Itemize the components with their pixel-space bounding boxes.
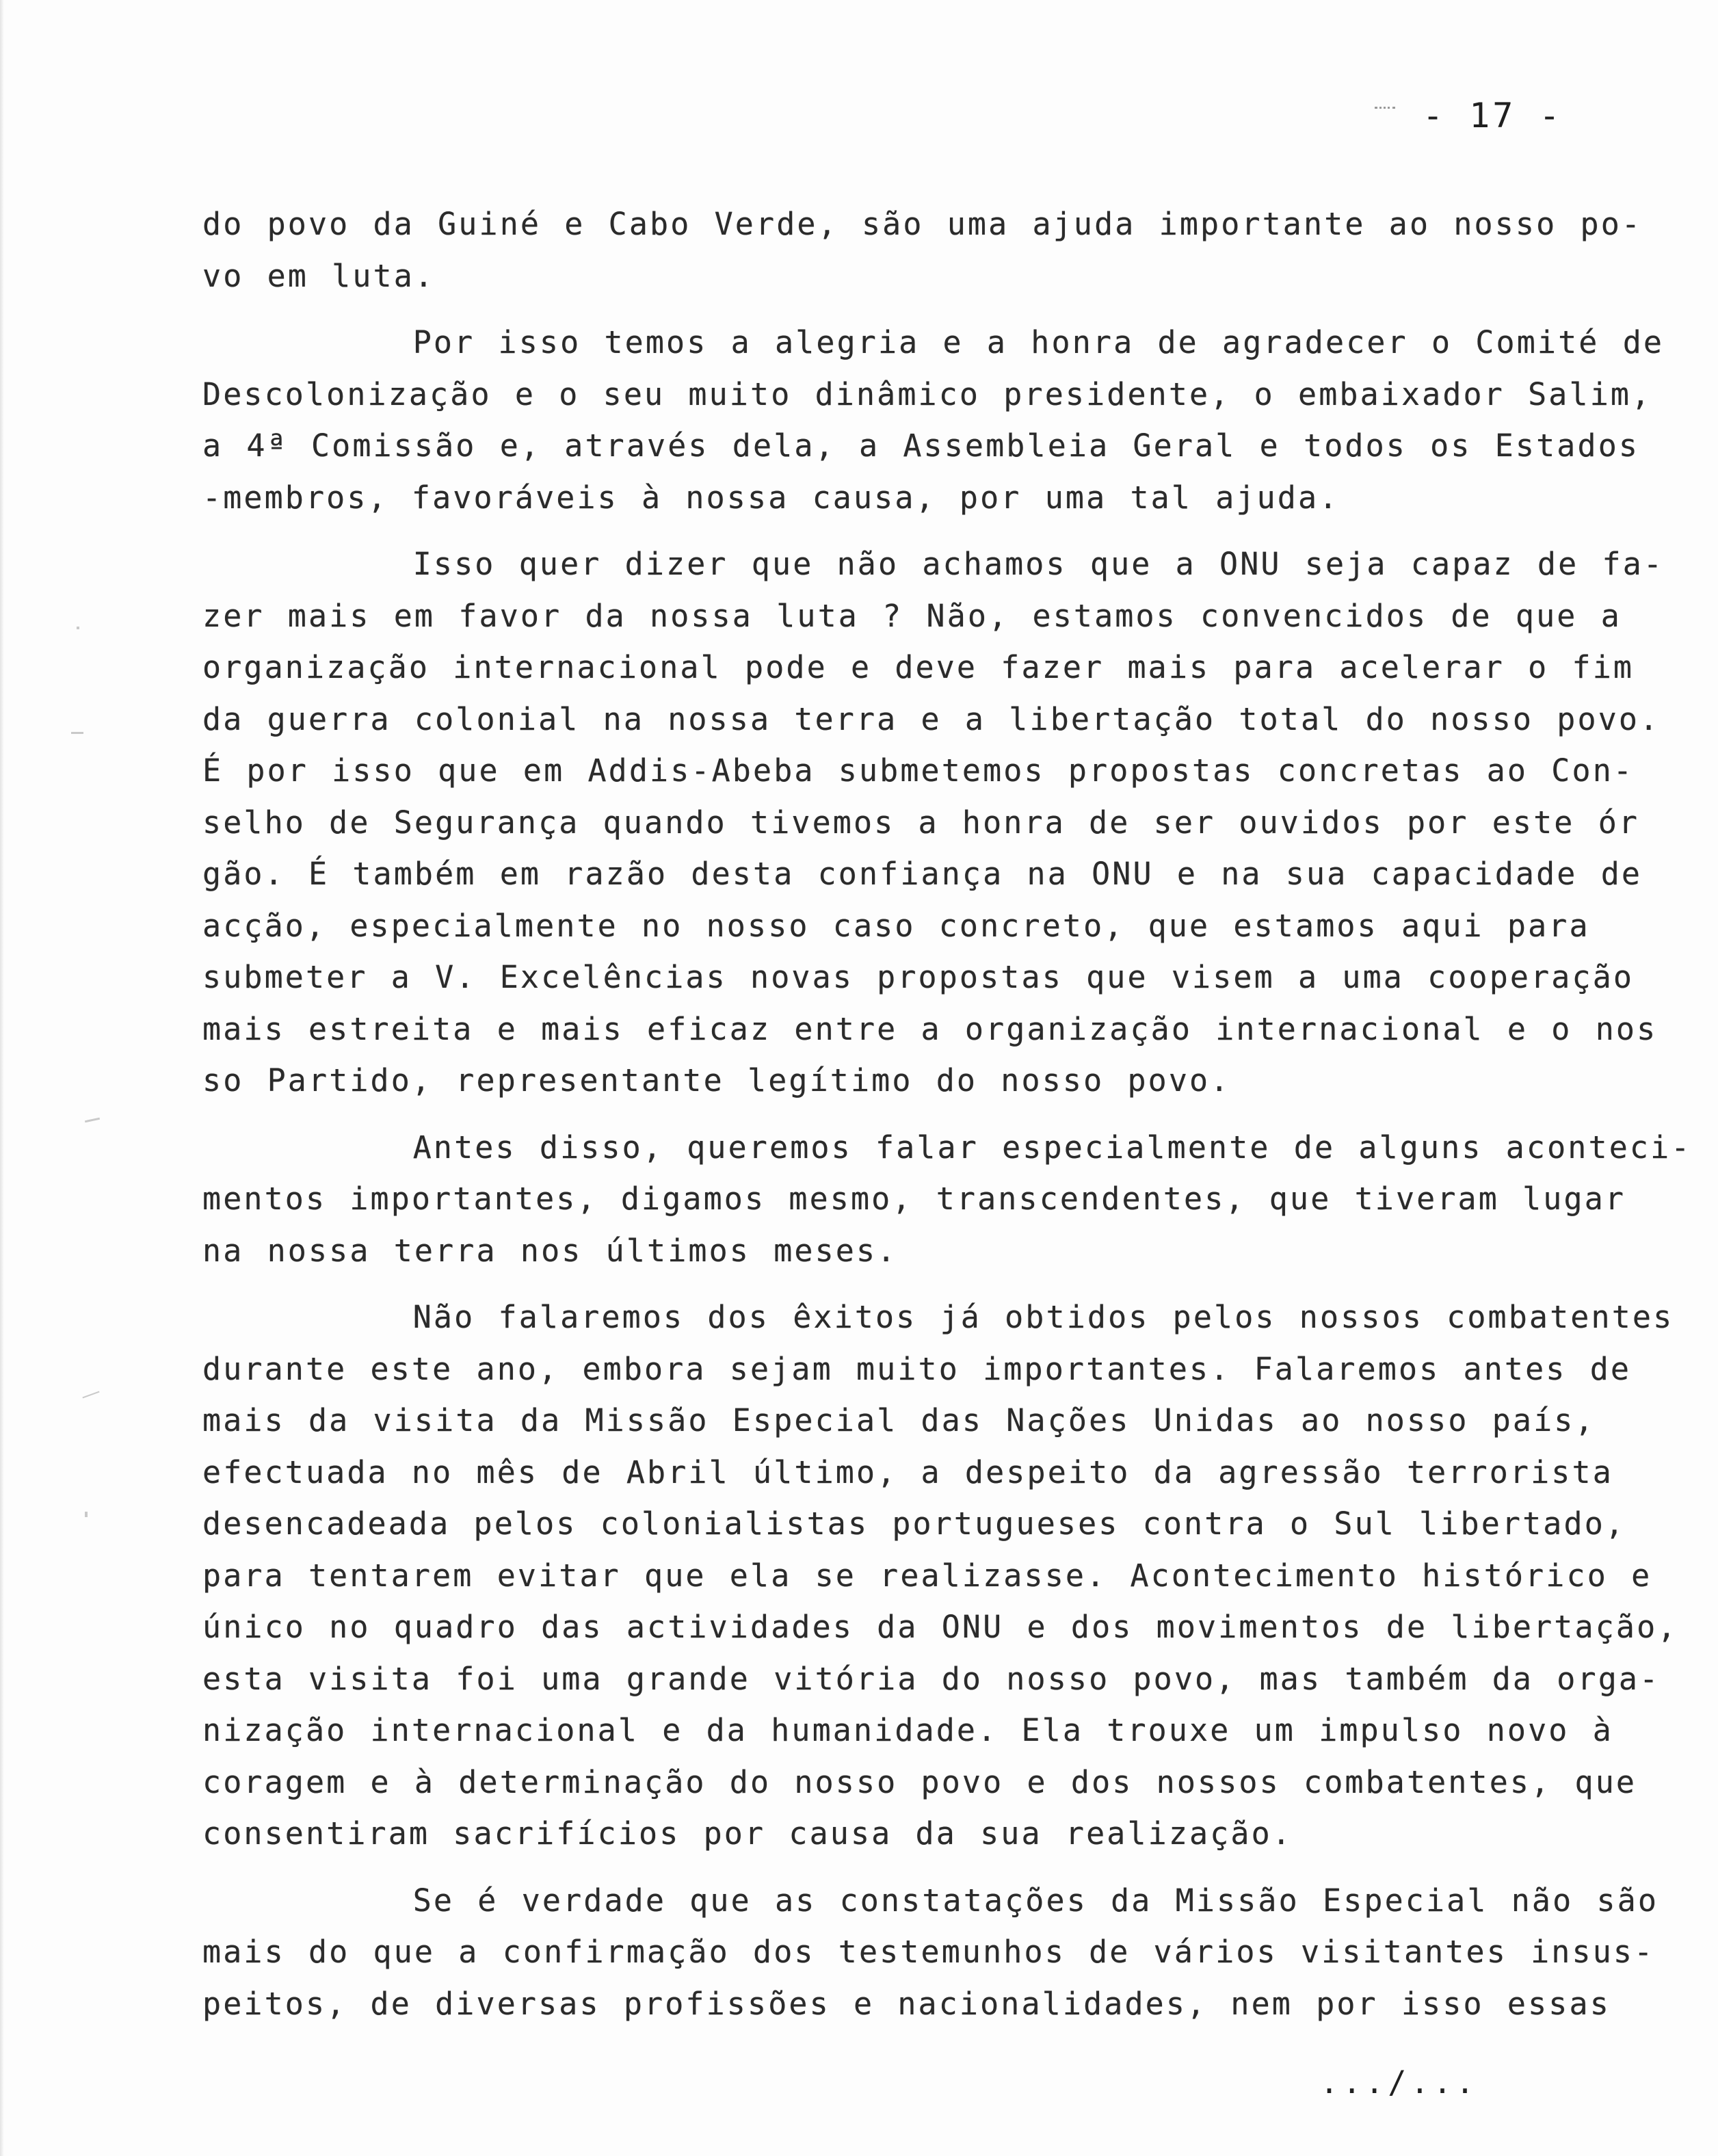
paragraph-gap [202,302,1659,317]
scan-speck [85,1512,88,1517]
text-line: mais da visita da Missão Especial das Nações Unidas ao nosso país, [202,1402,1596,1438]
text-line: vo em luta. [202,257,436,294]
page-number: - 17 - [1423,96,1563,135]
text-line: Não falaremos dos êxitos já obtidos pelos nossos combatentes [202,1299,1674,1335]
text-line: da guerra colonial na nossa terra e a libertação total do nosso povo. [202,700,1661,737]
scan-speck [77,627,79,629]
text-line: acção, especialmente no nosso caso concreto, que estamos aqui para [202,907,1590,944]
text-line: mentos importantes, digamos mesmo, transcendentes, que tiveram lugar [202,1181,1626,1217]
text-line: Isso quer dizer que não achamos que a ONU seja capaz de fa- [202,546,1665,582]
paragraph-gap [202,523,1659,538]
text-line: mais estreita e mais eficaz entre a organização internacional e o nos [202,1010,1658,1047]
text-line: Antes disso, queremos falar especialmente de alguns aconteci- [202,1129,1692,1166]
text-line: peitos, de diversas profissões e nacionalidades, nem por isso essas [202,1985,1611,2022]
text-line: organização internacional pode e deve fazer mais para acelerar o fim [202,649,1635,685]
scan-speck [85,1118,100,1123]
text-line: submeter a V. Excelências novas propostas que visem a uma cooperação [202,959,1635,995]
scan-edge-shadow [0,0,4,2156]
scan-speck [82,1391,99,1399]
text-line: único no quadro das actividades da ONU e dos movimentos de libertação, [202,1609,1678,1645]
text-line: selho de Segurança quando tivemos a honra de ser ouvidos por este ór [202,804,1640,841]
text-line: para tentarem evitar que ela se realizasse. Acontecimento histórico e [202,1557,1652,1594]
scan-speck [71,732,83,734]
text-line: do povo da Guiné e Cabo Verde, são uma ajuda importante ao nosso po- [202,206,1643,242]
paragraph-gap [202,1276,1659,1291]
text-line: so Partido, representante legítimo do nosso povo. [202,1062,1231,1099]
body-text [202,198,1692,2029]
text-line: coragem e à determinação do nosso povo e dos nossos combatentes, que [202,1763,1637,1800]
text-line: esta visita foi uma grande vitória do nosso povo, mas também da orga- [202,1660,1661,1697]
text-line: efectuada no mês de Abril último, a despeito da agressão terrorista [202,1454,1613,1490]
text-line: Se é verdade que as constatações da Missão Especial não são [202,1882,1659,1919]
text-line: zer mais em favor da nossa luta ? Não, estamos convencidos de que a [202,597,1622,634]
text-line: Descolonização e o seu muito dinâmico presidente, o embaixador Salim, [202,376,1652,412]
text-line: nização internacional e da humanidade. Ela trouxe um impulso novo à [202,1712,1613,1748]
paragraph-gap [202,1107,1659,1122]
text-line: gão. É também em razão desta confiança na ONU e na sua capacidade de [202,856,1643,892]
text-line: durante este ano, embora sejam muito importantes. Falaremos antes de [202,1350,1632,1387]
continuation-marker: .../... [1320,2064,1479,2101]
text-line: a 4ª Comissão e, através dela, a Assembleia Geral e todos os Estados [202,428,1640,464]
text-line: mais do que a confirmação dos testemunhos de vários visitantes insus- [202,1934,1655,1970]
text-line: Por isso temos a alegria e a honra de agradecer o Comité de [202,324,1665,360]
text-line: consentiram sacrifícios por causa da sua realização. [202,1815,1293,1852]
paragraph-gap [202,1860,1659,1875]
text-line: -membros, favoráveis à nossa causa, por uma tal ajuda. [202,479,1340,516]
text-line: É por isso que em Addis-Abeba submetemos propostas concretas ao Con- [202,752,1635,789]
text-line: na nossa terra nos últimos meses. [202,1232,898,1269]
text-line: desencadeada pelos colonialistas portugueses contra o Sul libertado, [202,1506,1626,1542]
